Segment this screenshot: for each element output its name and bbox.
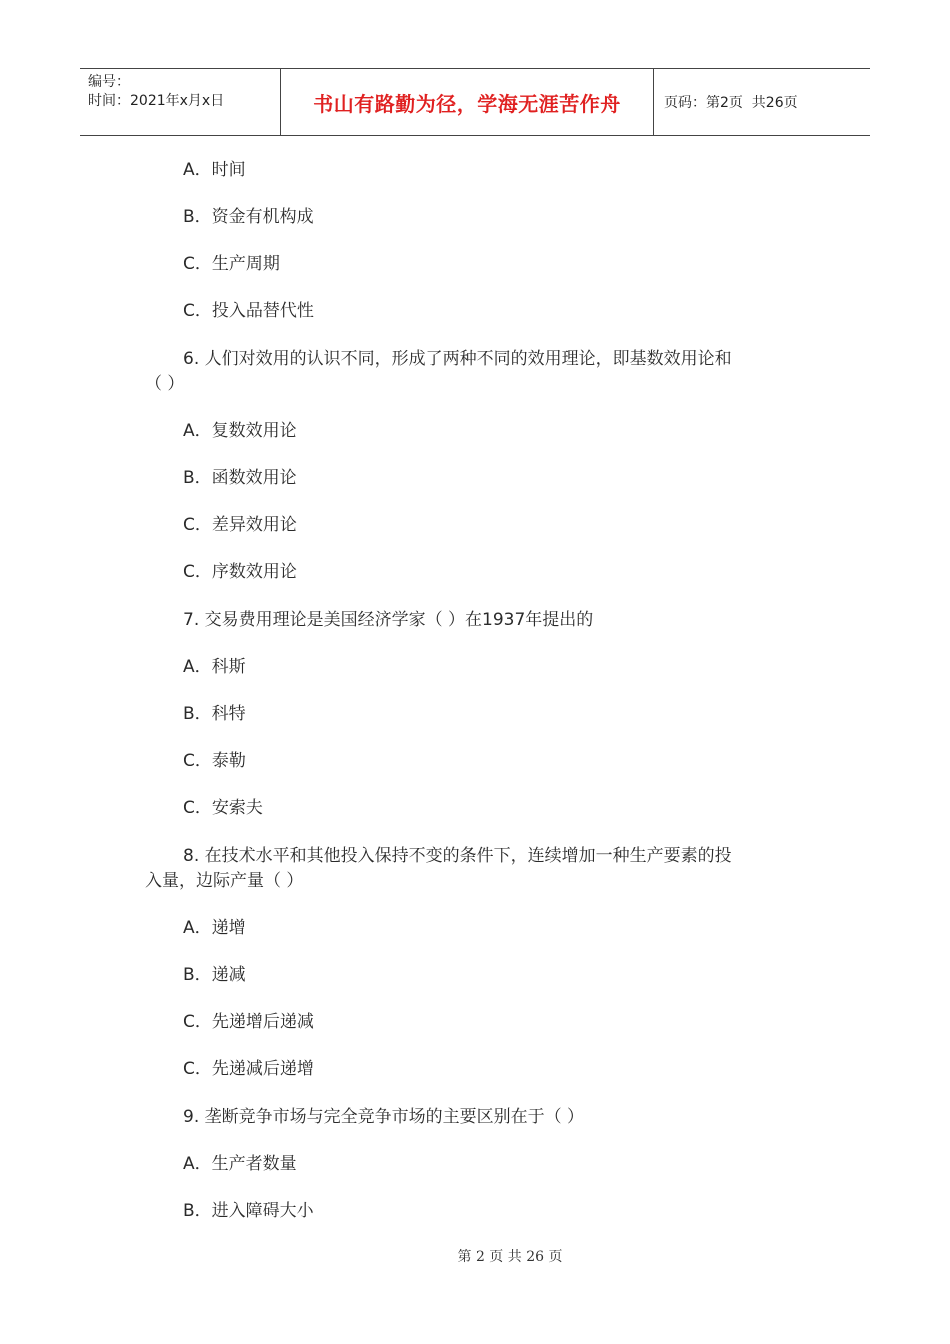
option-line: A．时间: [183, 160, 246, 180]
option-line: B．进入障碍大小: [183, 1201, 314, 1221]
header-page-label: 页码：第2页 共26页: [664, 95, 798, 111]
footer-page-number: 第 2 页 共 26 页: [457, 1249, 563, 1265]
option-line: C．差异效用论: [183, 515, 297, 535]
document-time-label: 时间：2021年x月x日: [88, 93, 225, 109]
option-line: A．递增: [183, 918, 246, 938]
option-line: B．递减: [183, 965, 246, 985]
header-right-cell: [654, 69, 870, 135]
option-line: A．科斯: [183, 657, 246, 677]
question-line: 6. 人们对效用的认识不同，形成了两种不同的效用理论，即基数效用论和: [183, 349, 732, 369]
option-line: A．复数效用论: [183, 421, 297, 441]
option-line: C．先递增后递减: [183, 1012, 314, 1032]
header-motto: 书山有路勤为径，学海无涯苦作舟: [281, 69, 654, 135]
option-line: B．函数效用论: [183, 468, 297, 488]
question-continuation: 入量，边际产量（ ）: [145, 871, 304, 891]
option-line: C．投入品替代性: [183, 301, 314, 321]
question-line: 7. 交易费用理论是美国经济学家（ ）在1937年提出的: [183, 610, 594, 630]
option-line: C．先递减后递增: [183, 1059, 314, 1079]
page-header: [80, 68, 870, 136]
option-line: A．生产者数量: [183, 1154, 297, 1174]
option-line: C．泰勒: [183, 751, 246, 771]
page-footer: [0, 1246, 950, 1266]
document-number-label: 编号：: [88, 74, 130, 90]
question-line: 9. 垄断竞争市场与完全竞争市场的主要区别在于（ ）: [183, 1107, 585, 1127]
option-line: B．资金有机构成: [183, 207, 314, 227]
option-line: C．生产周期: [183, 254, 280, 274]
option-line: C．序数效用论: [183, 562, 297, 582]
question-continuation: （ ）: [145, 374, 185, 394]
header-left-cell: [80, 69, 281, 135]
option-line: C．安索夫: [183, 798, 263, 818]
question-line: 8. 在技术水平和其他投入保持不变的条件下，连续增加一种生产要素的投: [183, 846, 732, 866]
option-line: B．科特: [183, 704, 246, 724]
